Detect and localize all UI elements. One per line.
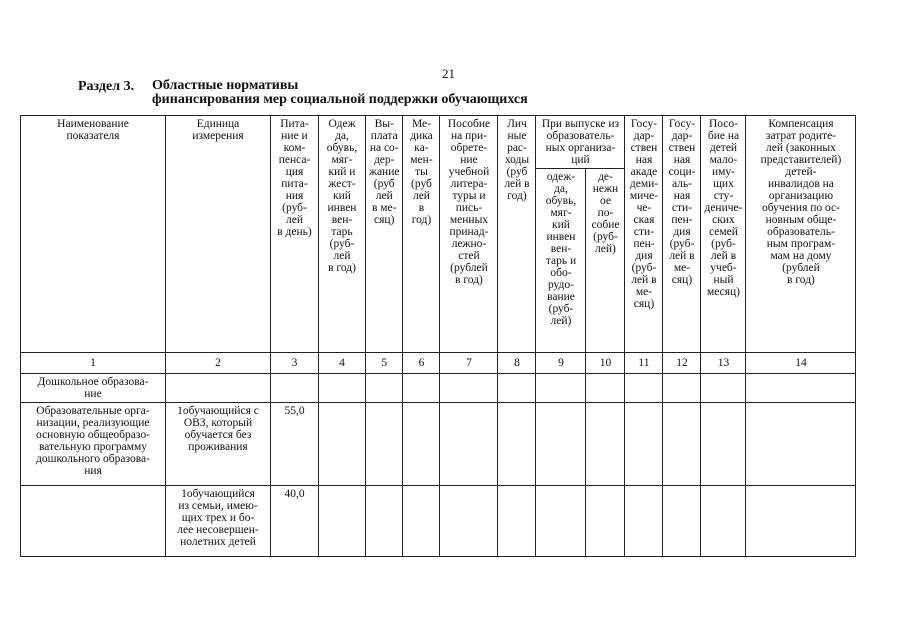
column-number: 3 [271,353,319,374]
column-number-row [21,353,856,374]
page-number: 21 [442,66,455,81]
column-number: 11 [625,353,663,374]
header-academic-stipend: Госу- дар- ствен ная акаде деми- миче- че- ская сти- пен- дия (руб- лей в ме- сяц) [625,116,663,353]
column-number: 1 [21,353,166,374]
column-number: 8 [498,353,536,374]
column-number: 10 [586,353,625,374]
header-low-income-allowance: Посо- бие на детей мало- иму- щих сту- дениче- ских семей (руб- лей в учеб- ный месяц) [701,116,746,353]
table-row [21,403,856,486]
header-home-education-compensation: Компенсация затрат родите- лей (законных представителей) детей- инвалидов на организацию обучения по ос- новным обще- образователь- ным програм- мам на дому (рублей в год) [746,116,856,353]
header-graduation-group: При выпуске из образователь- ных организа- ций [536,116,625,169]
header-maintenance: Вы- плата на со- дер- жание (руб лей в ме- сяц) [366,116,403,353]
table-row [21,374,856,403]
header-food: Пита- ние и ком- пенса- ция пита- ния (руб- лей в день) [271,116,319,353]
header-literature-allowance: Пособие на при- обрете- ние учебной литера- туры и пись- менных принад- лежно- стей (рублей в год) [440,116,498,353]
header-graduation-clothing: одеж- да, обувь, мяг- кий инвен вен- тарь и обо- рудо- вание (руб- лей) [536,169,586,353]
row-unit [166,374,271,403]
column-number: 2 [166,353,271,374]
row-unit: 1обучающийся из семьи, имею- щих трех и бо- лее несовершен- нолетних детей [166,486,271,557]
header-unit: Единица измерения [166,116,271,353]
column-number: 13 [701,353,746,374]
row-name: Образовательные орга- низации, реализующие основную общеобразо- вательную программу дошкольного образова- ния [21,403,166,486]
column-number: 5 [366,353,403,374]
header-graduation-allowance: де- нежн ое по- собие (руб- лей) [586,169,625,353]
row-food-value: 40,0 [271,486,319,557]
row-name [21,486,166,557]
header-clothing: Одеж да, обувь, мяг- кий и жест- кий инвен вен- тарь (руб- лей в год) [319,116,366,353]
row-name: Дошкольное образова- ние [21,374,166,403]
header-social-stipend: Госу- дар- ствен ная соци- аль- ная сти- пен- дия (руб- лей в ме- сяц) [663,116,701,353]
column-number: 6 [403,353,440,374]
section-title-line-2: финансирования мер социальной поддержки обучающихся [152,92,528,107]
header-personal-expenses: Лич ные рас- ходы (руб лей в год) [498,116,536,353]
section-title-line-1: Областные нормативы [152,78,299,93]
column-number: 12 [663,353,701,374]
section-label: Раздел 3. [78,79,135,94]
row-food-value [271,374,319,403]
section-title [152,79,528,107]
header-indicator-name: Наименование показателя [21,116,166,353]
header-medicine: Ме- дика ка- мен- ты (руб лей в год) [403,116,440,353]
column-number: 4 [319,353,366,374]
row-food-value: 55,0 [271,403,319,486]
column-number: 9 [536,353,586,374]
table-row [21,486,856,557]
column-number: 14 [746,353,856,374]
column-number: 7 [440,353,498,374]
row-unit: 1обучающийся с ОВЗ, который обучается без проживания [166,403,271,486]
norms-table [20,115,856,557]
